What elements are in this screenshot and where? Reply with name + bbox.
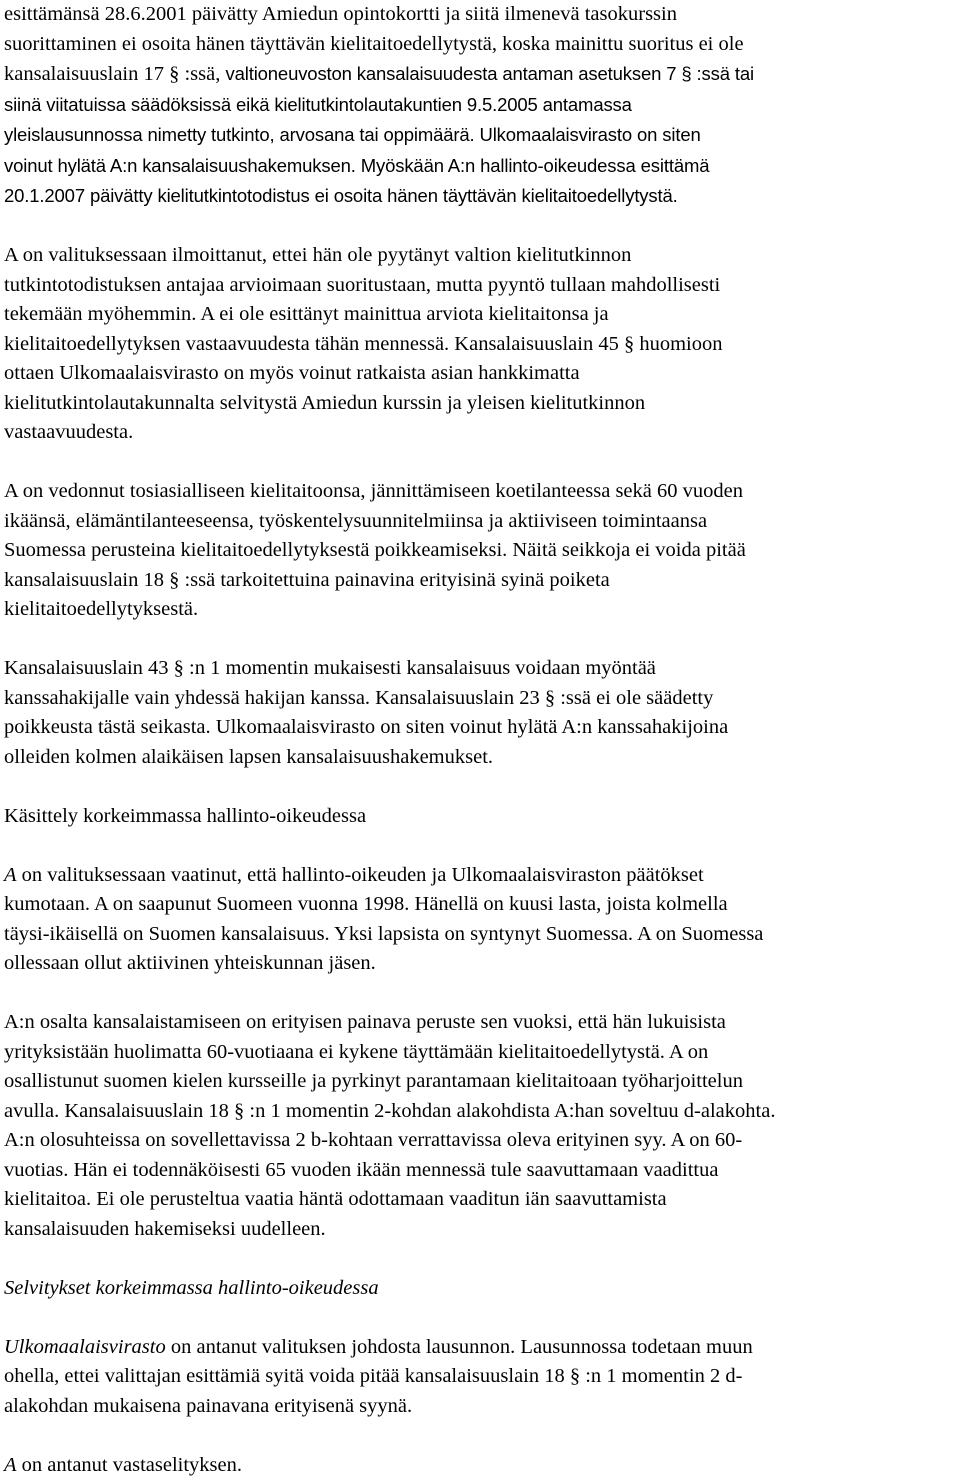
paragraph-1: [4, 0, 960, 212]
paragraph-line: on antanut valituksen johdosta lausunnon. Lausunnossa todetaan muun: [166, 1336, 753, 1358]
paragraph-line: yrityksistään huolimatta 60-vuotiaana ei kykene täyttämään kielitaitoedellytystä. A on: [4, 1041, 708, 1063]
paragraph-gap: [4, 1303, 960, 1333]
paragraph-line: vastaavuudesta.: [4, 421, 133, 443]
paragraph-line: kielitaitoedellytyksen vastaavuudesta tähän mennessä. Kansalaisuuslain 45 § huomioon: [4, 333, 722, 355]
paragraph-line: siinä viitatuissa säädöksissä eikä kielitutkintolautakuntien 9.5.2005 antamassa: [4, 94, 632, 115]
paragraph-8: [4, 1451, 960, 1480]
paragraph-2: [4, 241, 960, 448]
paragraph-line: kielitutkintolautakunnalta selvitystä Amiedun kurssin ja yleisen kielitutkinnon: [4, 392, 645, 414]
paragraph-line: voinut hylätä A:n kansalaisuushakemuksen. Myöskään A:n hallinto-oikeudessa esittämä: [4, 155, 709, 176]
paragraph-gap: [4, 772, 960, 802]
paragraph-3: [4, 477, 960, 625]
party-name: A: [4, 864, 17, 886]
paragraph-line: tutkintotodistuksen antajaa arvioimaan suoritustaan, mutta pyyntö tullaan mahdollisesti: [4, 274, 720, 296]
document-page: [4, 0, 960, 1480]
paragraph-4: [4, 654, 960, 772]
paragraph-line: A on valituksessaan ilmoittanut, ettei hän ole pyytänyt valtion kielitutkinnon: [4, 244, 631, 266]
paragraph-line: kanssahakijalle vain yhdessä hakijan kanssa. Kansalaisuuslain 23 § :ssä ei ole säädetty: [4, 687, 713, 709]
paragraph-gap: [4, 1421, 960, 1451]
paragraph-line: suorittaminen ei osoita hänen täyttävän kielitaitoedellytystä, koska mainittu suoritus ei ole: [4, 33, 744, 55]
paragraph-7: [4, 1333, 960, 1422]
paragraph-gap: [4, 212, 960, 242]
paragraph-line: poikkeusta tästä seikasta. Ulkomaalaisvirasto on siten voinut hylätä A:n kanssahakijoina: [4, 716, 728, 738]
paragraph-gap: [4, 448, 960, 478]
paragraph-line: vuotias. Hän ei todennäköisesti 65 vuoden ikään mennessä tule saavuttamaan vaadittua: [4, 1159, 718, 1181]
paragraph-6: [4, 1008, 960, 1244]
paragraph-line: kansalaisuuslain 18 § :ssä tarkoitettuina painavina erityisinä syinä poiketa: [4, 569, 610, 591]
paragraph-5: [4, 861, 960, 979]
section-heading-selvitykset: Selvitykset korkeimmassa hallinto-oikeudessa: [4, 1274, 960, 1304]
paragraph-line: avulla. Kansalaisuuslain 18 § :n 1 momentin 2-kohdan alakohdista A:han soveltuu d-alakohta.: [4, 1100, 775, 1122]
paragraph-line: esittämänsä 28.6.2001 päivätty Amiedun opintokortti ja siitä ilmenevä tasokurssin: [4, 3, 677, 25]
paragraph-gap: [4, 979, 960, 1009]
paragraph-line: A on vedonnut tosiasialliseen kielitaitoonsa, jännittämiseen koetilanteessa sekä 60 vuoden: [4, 480, 743, 502]
paragraph-line: ottaen Ulkomaalaisvirasto on myös voinut ratkaista asian hankkimatta: [4, 362, 580, 384]
paragraph-line: osallistunut suomen kielen kursseille ja pyrkinyt parantamaan kielitaitoaan työharjoittelun: [4, 1070, 743, 1092]
paragraph-line: ikäänsä, elämäntilanteeseensa, työskentelysuunnitelmiinsa ja aktiiviseen toimintaansa: [4, 510, 707, 532]
paragraph-line: olleiden kolmen alaikäisen lapsen kansalaisuushakemukset.: [4, 746, 493, 768]
paragraph-line: kielitaitoedellytyksestä.: [4, 598, 198, 620]
paragraph-line: yleislausunnossa nimetty tutkinto, arvosana tai oppimäärä. Ulkomaalaisvirasto on siten: [4, 124, 701, 145]
paragraph-line: alakohdan mukaisena painavana erityisenä syynä.: [4, 1395, 412, 1417]
paragraph-line: A:n olosuhteissa on sovellettavissa 2 b-kohtaan verrattavissa oleva erityinen syy. A on 60-: [4, 1129, 742, 1151]
paragraph-line: kansalaisuuden hakemiseksi uudelleen.: [4, 1218, 326, 1240]
party-name: A: [4, 1454, 17, 1476]
paragraph-line: 20.1.2007 päivätty kielitutkintotodistus ei osoita hänen täyttävän kielitaitoedellytystä.: [4, 185, 678, 206]
paragraph-line: Suomessa perusteina kielitaitoedellytyksestä poikkeamiseksi. Näitä seikkoja ei voida pitää: [4, 539, 746, 561]
paragraph-line: kumotaan. A on saapunut Suomeen vuonna 1998. Hänellä on kuusi lasta, joista kolmella: [4, 893, 728, 915]
paragraph-line: Kansalaisuuslain 43 § :n 1 momentin mukaisesti kansalaisuus voidaan myöntää: [4, 657, 656, 679]
paragraph-line: kielitaitoa. Ei ole perusteltua vaatia häntä odottamaan vaaditun iän saavuttamista: [4, 1188, 667, 1210]
paragraph-gap: [4, 1244, 960, 1274]
paragraph-line: tekemään myöhemmin. A ei ole esittänyt mainittua arviota kielitaitonsa ja: [4, 303, 609, 325]
paragraph-line: kansalaisuuslain 17 § :ssä,: [4, 63, 226, 85]
paragraph-line: ohella, ettei valittajan esittämiä syitä voida pitää kansalaisuuslain 18 § :n 1 momentin 2 d-: [4, 1365, 742, 1387]
paragraph-line: ollessaan ollut aktiivinen yhteiskunnan jäsen.: [4, 952, 376, 974]
section-heading-kasittely: Käsittely korkeimmassa hallinto-oikeudessa: [4, 802, 960, 832]
paragraph-gap: [4, 831, 960, 861]
paragraph-gap: [4, 625, 960, 655]
paragraph-line: valtioneuvoston kansalaisuudesta antaman asetuksen 7 § :ssä tai: [226, 63, 754, 84]
paragraph-line: täysi-ikäisellä on Suomen kansalaisuus. Yksi lapsista on syntynyt Suomessa. A on Suomessa: [4, 923, 763, 945]
party-name: Ulkomaalaisvirasto: [4, 1336, 166, 1358]
paragraph-line: on antanut vastaselityksen.: [17, 1454, 242, 1476]
paragraph-line: on valituksessaan vaatinut, että hallinto-oikeuden ja Ulkomaalaisviraston päätökset: [17, 864, 704, 886]
paragraph-line: A:n osalta kansalaistamiseen on erityisen painava peruste sen vuoksi, että hän lukuisista: [4, 1011, 726, 1033]
